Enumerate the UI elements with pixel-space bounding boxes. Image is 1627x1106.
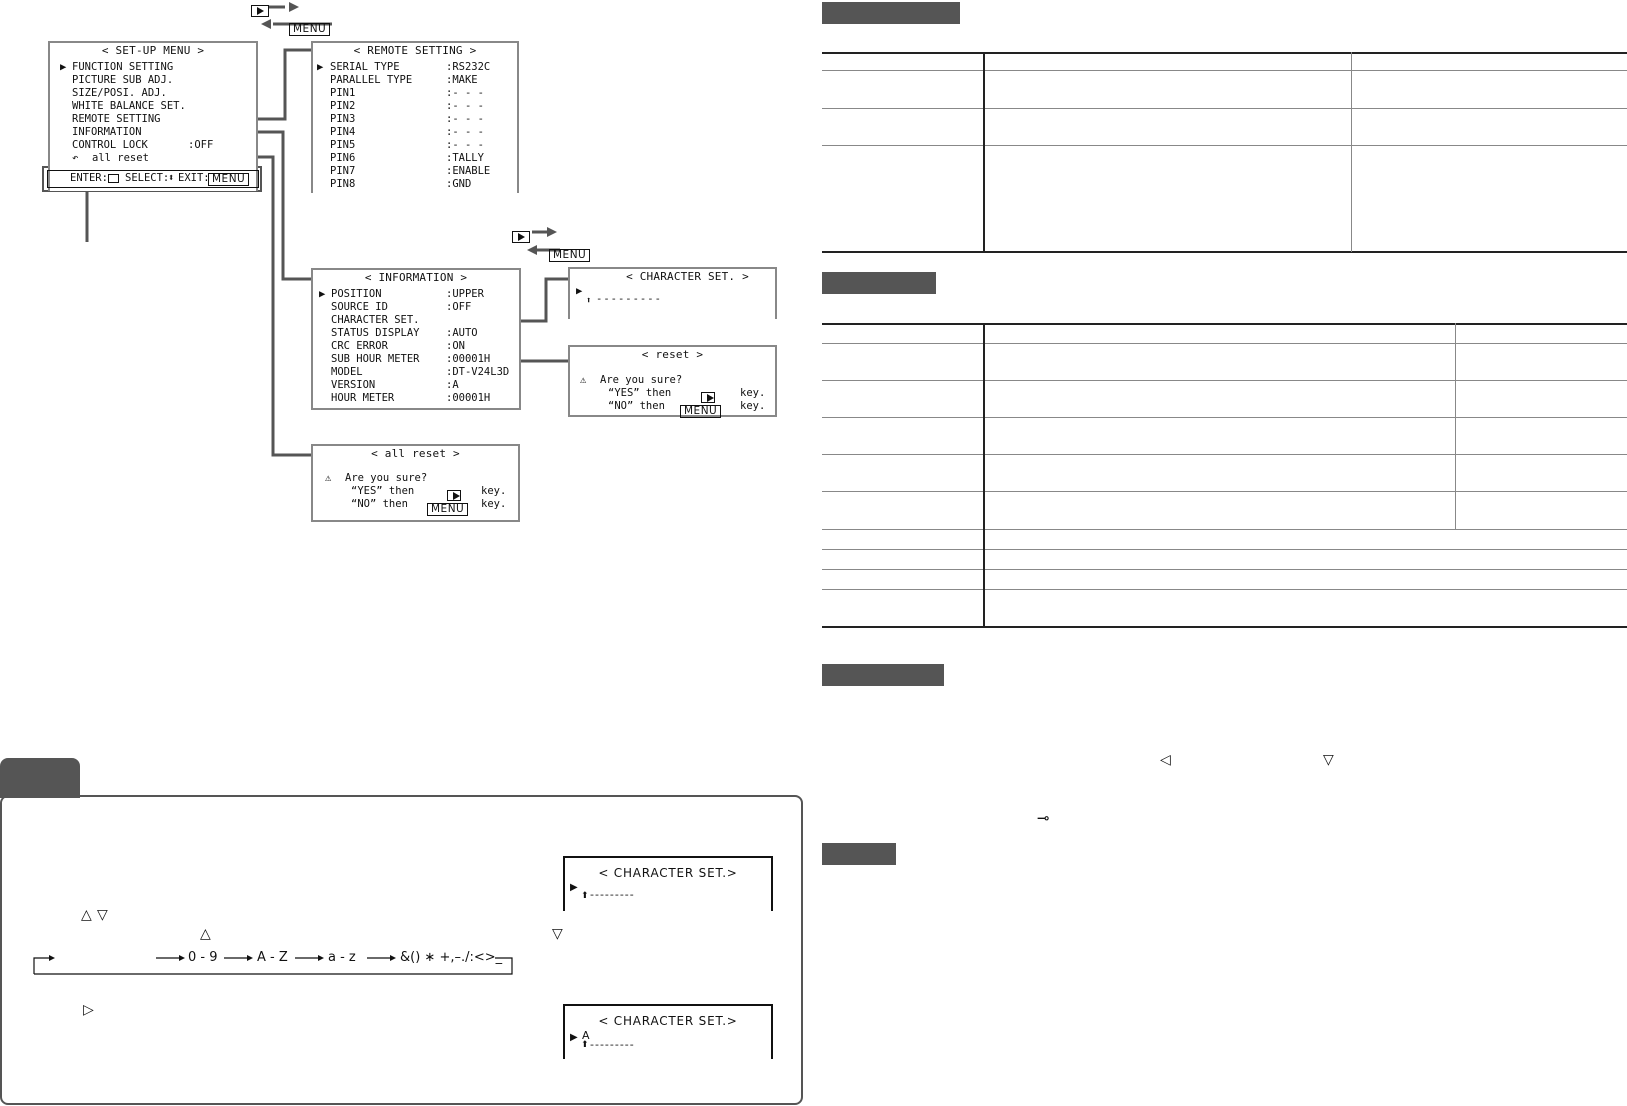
table2-row-line <box>822 454 1627 455</box>
setup-menu-title: < SET-UP MENU > <box>101 44 205 57</box>
table1-top-rule <box>822 52 1627 54</box>
key-icon: ⊸ <box>1037 809 1050 827</box>
info-row-value: :UPPER <box>446 288 484 300</box>
remote-row-value: :ENABLE <box>446 165 491 177</box>
all-reset-yes-text: “YES” then <box>351 485 415 497</box>
information-title: < INFORMATION > <box>364 271 468 284</box>
menu-item-white-balance-set[interactable]: WHITE BALANCE SET. <box>72 100 186 112</box>
remote-row-label[interactable]: PARALLEL TYPE <box>330 74 413 86</box>
control-lock-value: :OFF <box>188 139 214 151</box>
remote-row-value: :- - - <box>446 87 484 99</box>
table2-col-line <box>983 323 985 627</box>
info-row-value: :ON <box>446 340 465 352</box>
remote-row-value: :MAKE <box>446 74 478 86</box>
remote-row-value: :- - - <box>446 126 484 138</box>
info-row-value: :AUTO <box>446 327 478 339</box>
character-set-title: < CHARACTER SET. > <box>626 270 749 283</box>
info-row-label[interactable]: CHARACTER SET. <box>331 314 420 326</box>
menu-key-icon: MENU <box>427 497 468 516</box>
info-row-value: :OFF <box>446 301 472 313</box>
reset-key-text: key. <box>740 387 766 399</box>
cursor-icon: ▶ <box>319 288 326 300</box>
warning-icon: ⚠ <box>580 374 587 386</box>
return-icon: ↶ <box>72 152 79 164</box>
info-row-label[interactable]: SUB HOUR METER <box>331 353 420 365</box>
up-triangle-icon: △ <box>81 907 92 923</box>
table1-row-line <box>822 108 1627 109</box>
character-slots: --------- <box>596 293 662 305</box>
footer-enter-label: ENTER: <box>70 172 108 184</box>
reset-no-text: “NO” then <box>608 400 665 412</box>
table1-col-line <box>1351 52 1352 252</box>
all-reset-question: Are you sure? <box>345 472 428 484</box>
remote-setting-title: < REMOTE SETTING > <box>353 44 477 57</box>
footer-select-label: SELECT: <box>125 172 170 184</box>
table2-top-rule <box>822 323 1627 325</box>
reset-dialog-title: < reset > <box>641 348 704 361</box>
remote-row-label[interactable]: PIN5 <box>330 139 356 151</box>
charset-example-2-char: A <box>582 1029 590 1042</box>
sequence-lowercase: a - z <box>328 950 356 965</box>
remote-row-value: :- - - <box>446 100 484 112</box>
charset-example-1-title: < CHARACTER SET.> <box>598 866 738 880</box>
menu-key-mid: MENU <box>549 243 590 262</box>
menu-key-icon: MENU <box>680 399 721 418</box>
menu-item-size-posi-adj[interactable]: SIZE/POSI. ADJ. <box>72 87 167 99</box>
charset-example-2-title: < CHARACTER SET.> <box>598 1014 738 1028</box>
caret-up-icon: ⬆ <box>581 891 589 901</box>
info-row-value: :A <box>446 379 459 391</box>
remote-row-label[interactable]: SERIAL TYPE <box>330 61 400 73</box>
cursor-icon: ▶ <box>317 61 324 73</box>
cursor-icon: ▶ <box>576 285 583 297</box>
table2-row-line <box>822 417 1627 418</box>
down-triangle-icon: ▽ <box>1323 752 1334 768</box>
charset-example-2-slots: --------- <box>590 1038 635 1051</box>
left-triangle-icon: ◁ <box>1160 752 1171 768</box>
remote-row-label[interactable]: PIN1 <box>330 87 356 99</box>
table2-row-line <box>822 589 1627 590</box>
remote-row-label[interactable]: PIN6 <box>330 152 356 164</box>
info-row-label[interactable]: CRC ERROR <box>331 340 388 352</box>
section-header-bar-3 <box>822 664 944 686</box>
remote-row-value: :- - - <box>446 113 484 125</box>
all-reset-key-text: key. <box>481 485 507 497</box>
table1-row-line <box>822 70 1627 71</box>
info-row-label[interactable]: POSITION <box>331 288 382 300</box>
section-header-bar-1 <box>822 2 960 24</box>
info-row-value: :00001H <box>446 392 491 404</box>
charset-example-1-slots: --------- <box>590 888 635 901</box>
caret-up-icon: ⬆ <box>581 1040 589 1050</box>
menu-item-information[interactable]: INFORMATION <box>72 126 142 138</box>
cursor-icon: ▶ <box>570 1032 578 1043</box>
menu-item-picture-sub-adj[interactable]: PICTURE SUB ADJ. <box>72 74 174 86</box>
info-row-label: MODEL <box>331 366 363 378</box>
cursor-icon: ▶ <box>60 61 67 73</box>
remote-row-label[interactable]: PIN8 <box>330 178 356 190</box>
caret-up-icon: ⬆ <box>586 296 592 306</box>
section-header-bar-2 <box>822 272 936 294</box>
sequence-uppercase: A - Z <box>257 950 288 965</box>
remote-row-label[interactable]: PIN2 <box>330 100 356 112</box>
table2-row-line <box>822 549 1627 550</box>
menu-item-all-reset[interactable]: all reset <box>92 152 149 164</box>
right-triangle-icon: ▷ <box>83 1002 94 1018</box>
menu-item-control-lock[interactable]: CONTROL LOCK <box>72 139 148 151</box>
warning-icon: ⚠ <box>325 472 332 484</box>
down-triangle-icon: ▽ <box>97 907 108 923</box>
table1-bottom-rule <box>822 251 1627 253</box>
reset-question: Are you sure? <box>600 374 683 386</box>
remote-row-value: :TALLY <box>446 152 484 164</box>
table2-row-line <box>822 343 1627 344</box>
sequence-symbols: &() ∗ +,–./:<>_ <box>400 950 503 965</box>
remote-row-label[interactable]: PIN7 <box>330 165 356 177</box>
up-triangle-icon: △ <box>200 926 211 942</box>
menu-item-function-setting[interactable]: FUNCTION SETTING <box>72 61 174 73</box>
remote-row-value: :RS232C <box>446 61 491 73</box>
info-row-value: :DT-V24L3D <box>446 366 510 378</box>
reset-yes-text: “YES” then <box>608 387 672 399</box>
section-header-bar-4 <box>822 843 896 865</box>
info-row-value: :00001H <box>446 353 491 365</box>
table1-row-line <box>822 145 1627 146</box>
cursor-icon: ▶ <box>570 882 578 893</box>
info-row-label: VERSION <box>331 379 376 391</box>
info-row-label: HOUR METER <box>331 392 395 404</box>
footer-exit-label: EXIT: <box>178 172 210 184</box>
all-reset-no-text: “NO” then <box>351 498 408 510</box>
table1-col-line <box>983 52 985 252</box>
reset-key-text: key. <box>740 400 766 412</box>
table2-col-line <box>1455 323 1456 529</box>
all-reset-key-text: key. <box>481 498 507 510</box>
remote-row-value: :- - - <box>446 139 484 151</box>
table2-row-line <box>822 569 1627 570</box>
all-reset-dialog-title: < all reset > <box>371 447 460 460</box>
table2-bottom-rule <box>822 626 1627 628</box>
menu-item-remote-setting[interactable]: REMOTE SETTING <box>72 113 161 125</box>
menu-key-top: MENU <box>289 17 330 36</box>
remote-row-label[interactable]: PIN4 <box>330 126 356 138</box>
down-triangle-icon: ▽ <box>552 926 563 942</box>
info-row-label[interactable]: SOURCE ID <box>331 301 388 313</box>
exit-menu-key: MENU <box>208 172 249 187</box>
table2-row-line <box>822 380 1627 381</box>
table2-row-line <box>822 491 1627 492</box>
table2-row-line <box>822 529 1627 530</box>
select-key-icon: ⬍ <box>168 172 175 184</box>
remote-row-value: :GND <box>446 178 472 190</box>
sequence-digits: 0 - 9 <box>188 950 218 965</box>
remote-row-label[interactable]: PIN3 <box>330 113 356 125</box>
info-row-label[interactable]: STATUS DISPLAY <box>331 327 420 339</box>
